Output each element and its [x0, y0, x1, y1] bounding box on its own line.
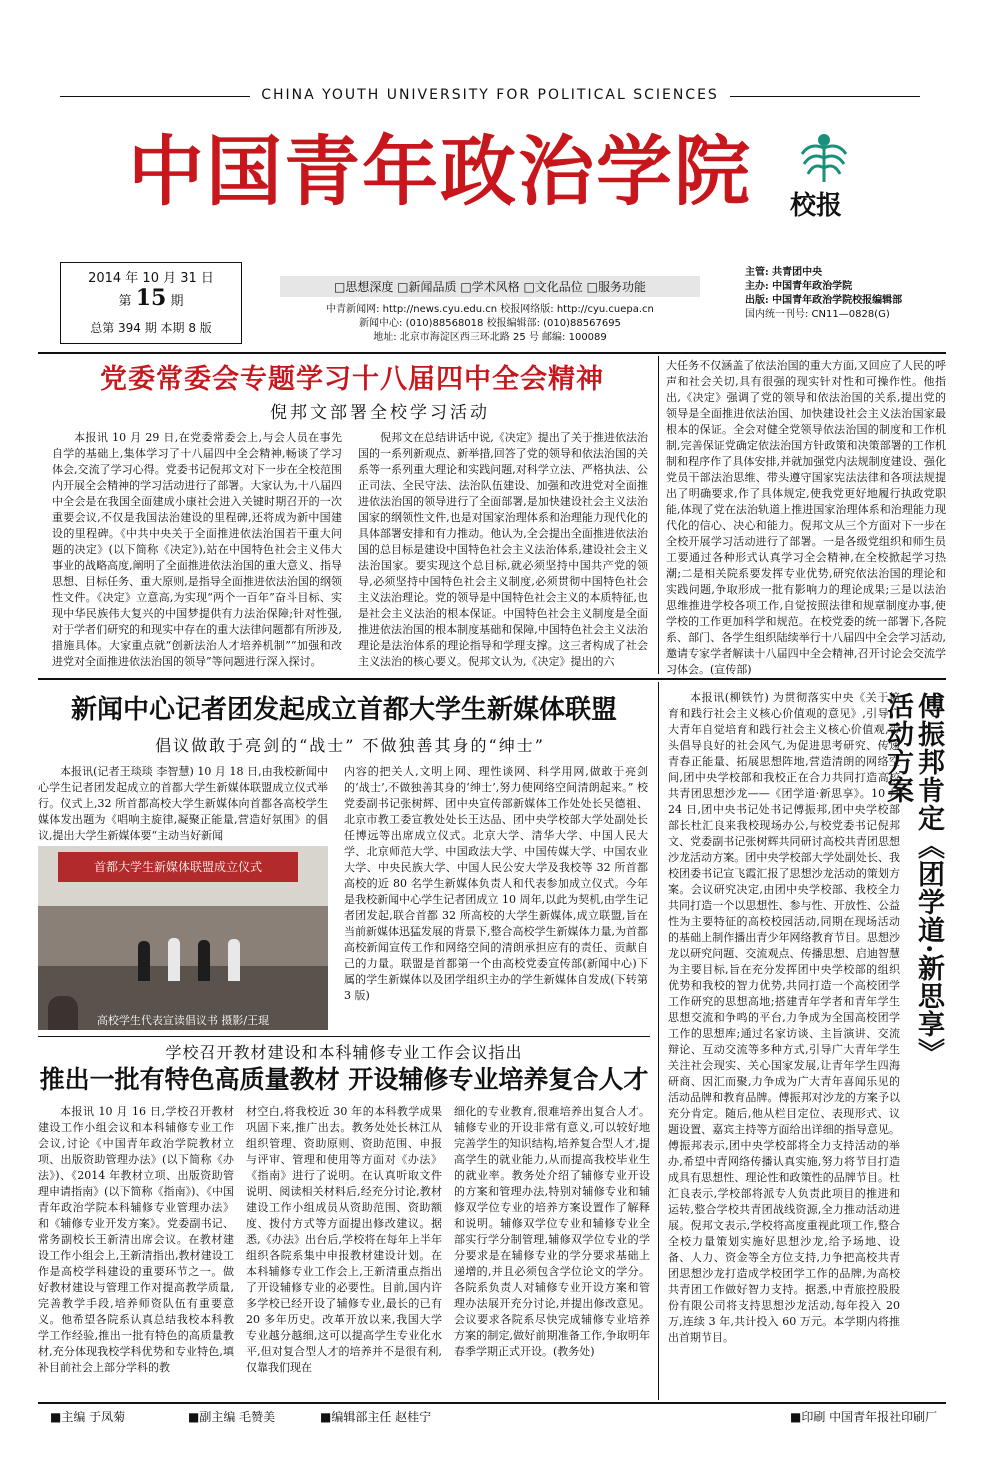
sponsor-box — [745, 266, 925, 322]
article1-divider — [658, 356, 659, 674]
footer-printer: ■印刷 中国青年报社印刷厂 — [790, 1410, 938, 1424]
newspaper-title: 中国青年政治学院 — [128, 127, 752, 216]
article2-text-1: 本报讯(记者王琰琰 李智慧) 10 月 18 日,由我校新闻中心学生记者团发起成立的首都大学生新媒体联盟成立仪式举行。仪式上,32 所首都高校大学生新媒体向首都各高校学生媒体发出题为《唱响主旋律,凝聚正能量,营造好氛围》的倡议,提出大学生新媒体要“主动当好新闻 — [38, 765, 328, 842]
article4-headline: 傅振邦肯定《团学道·新思享》活动方案 — [882, 692, 944, 1067]
footer-rule — [38, 1402, 946, 1404]
article1-bottom-rule — [38, 678, 946, 680]
issue-number: 15 — [135, 285, 167, 311]
article2-text-2: 内容的把关人,文明上网、理性谈网、科学用网,做敢于亮剑的‘战士’,不做独善其身的‘绅士’,努力使网络空间清朗起来。” 校党委副书记张树辉、团中央宣传部新媒体工作处处长吴德祖、北京市教工委宣教处处长王达品、团中央学校部大学处副处长任博远等出席成立仪式。北京大学、清华大学、中国人民大学、北京师范大学、中国政法大学、中国传媒大学、中国农业大学、中央民族大学、中国人民公安大学及我校等 32 所首都高校的近 80 名学生新媒体负责人和代表参加成立仪式。今年是我校新闻中心学生记者团成立 10 周年,以此为契机,由学生记者团发起,联合首都 32 所高校的大学生新媒体,成立联盟,旨在当前新媒体迅猛发展的背景下,整合高校学生新媒体力量,为首都高校新闻宣传工作和网络空间的清朗承担应有的责任、贡献自己的力量。联盟是首都第一个由高校党委宣传部(新闻中心)下属的学生新媒体以及团学组织主办的学生新媒体自发成(下转第 3 版) — [344, 765, 648, 1002]
article4-text: 本报讯(柳铁竹) 为贯彻落实中央《关于培育和践行社会主义核心价值观的意见》,引导广大青年自觉培育和践行社会主义核心价值观,带头倡导良好的社会风气,为促进思考研究、传递青春正能量、拓展思想阵地,营造清朗的网络空间,团中央学校部和我校正在合力共同打造高校共青团思想沙龙——《团学道·新思享》。10 月 24 日,团中央书记处书记傅振邦,团中央学校部部长杜汇良来我校现场办公,与校党委书记倪邦文、党委副书记张树辉共同研讨高校共青团思想沙龙活动方案。团中央学校部大学处副处长、我校团委书记宣飞霞汇报了思想沙龙活动的策划方案。会议研究决定,由团中央学校部、我校全力共同打造一个以思想性、参与性、开放性、公益性为主要特征的高校校园活动,同期在现场活动的基础上制作播出青少年网络教育节目。思想沙龙以研究问题、交流观点、传播思想、启迪智慧为主要目标,旨在充分发挥团中央学校部的组织优势和我校的智力优势,共同打造一个高校团学工作研究的思想高地;搭建青年学者和青年学生思想交流和争鸣的平台,力争成为全国高校团学工作的思想库;通过名家访谈、主旨演讲、交流辩论、互动交流等多种方式,引导广大青年学生关注社会现实、关心国家发展,让青年学生四海研商、因汇而聚,力争成为广大青年喜闻乐见的活动品牌和教育品牌。傅振邦对沙龙的方案予以充分肯定。随后,他从栏目定位、表现形式、议题设置、嘉宾主持等方面给出详细的指导意见。傅振邦表示,团中央学校部将全力支持活动的举办,希望中青网络传播认真实施,努力将节目打造成具有思想性、理论性和政策性的品牌节目。杜汇良表示,学校部将派专人负责此项目的推进和运转,整合学校共青团战线资源,全力推动活动进展。倪邦文表示,学校将高度重视此项工作,整合全校力量策划实施好思想沙龙,给予场地、设备、人力、资金等全方位支持,力争把高校共青团思想沙龙打造成学校团学工作的品牌,为高校共青团工作做好智力支持。据悉,中青旅控股股份有限公司将支持思想沙龙活动,每年投入 20 万,连续 3 年,共计投入 60 万元。本学期内将推出首期节目。 — [668, 691, 900, 1344]
issue-total: 总第 394 期 本期 8 版 — [90, 321, 212, 335]
article4-column-top — [668, 690, 900, 1344]
masthead-english-name: CHINA YOUTH UNIVERSITY FOR POLITICAL SCIENCES — [261, 87, 719, 103]
article2-bottom-rule — [38, 1036, 650, 1037]
article2-headline: 新闻中心记者团发起成立首都大学生新媒体联盟 — [70, 695, 617, 725]
article3-kicker: 学校召开教材建设和本科辅修专业工作会议指出 — [165, 1043, 523, 1062]
article3-column-1 — [38, 1104, 234, 1398]
article3-text-2: 材空白,将我校近 30 年的本科教学成果巩固下来,推广出去。教务处处长林江从组织管理、资助原则、资助范围、申报与评审、管理和使用等方面对《办法》《指南》进行了说明。在认真听取文件说明、阅读相关材料后,经充分讨论,教材建设工作小组成员从资助范围、资助额度、拨付方式等方面提出修改建议。据悉,《办法》出台后,学校将在每年上半年组织各院系集中申报教材建设计划。在本科辅修专业工作会上,王新清重点指出了开设辅修专业的必要性。目前,国内许多学校已经开设了辅修专业,最长的已有 20 多年历史。改革开放以来,我国大学专业越分越细,这可以提高学生专业化水平,但对复合型人才的培养并不是很有利,仅靠我们现在 — [246, 1105, 442, 1374]
article2-column-2 — [344, 764, 648, 1030]
article3-text-3: 细化的专业教育,很难培养出复合人才。辅修专业的开设非常有意义,可以较好地完善学生的知识结构,培养复合型人才,提高学生的就业能力,从而提高我校毕业生的就业率。教务处介绍了辅修专业开设的方案和管理办法,特别对辅修专业和辅修双学位专业的培养方案设置作了解释和说明。辅修双学位专业和辅修专业全部实行学分制管理,辅修双学位专业的学分要求是在辅修专业的学分要求基础上递增的,并且必须包含学位论文的学分。各院系负责人对辅修专业开设方案和管理办法展开充分讨论,并提出修改意见。会议要求各院系尽快完成辅修专业培养方案的制定,做好前期准备工作,争取明年春季学期正式开设。(教务处) — [454, 1105, 650, 1358]
university-emblem-icon — [796, 128, 852, 186]
article1-column-1 — [52, 430, 342, 670]
photo-banner: 首都大学生新媒体联盟成立仪式 — [58, 852, 298, 882]
article3-column-3 — [454, 1104, 650, 1398]
issue-prefix: 第 — [118, 294, 132, 309]
sponsor-supervisor: 主管: 共青团中央 — [745, 267, 823, 278]
article1-text-2: 倪邦文在总结讲话中说,《决定》提出了关于推进依法治国的一系列新观点、新举措,回答了党的领导和依法治国的关系等一系列重大理论和实践问题,对科学立法、严格执法、公正司法、全民守法、法治队伍建设、加强和改进党对全面推进依法治国的领导进行了全面部署,是加快建设社会主义法治国家的纲领性文件,也是对国家治理体系和治理能力现代化的具体部署安排和有力推动。他认为,全会提出全面推进依法治国的总目标是建设中国特色社会主义法治体系,建设社会主义法治国家。要实现这个总目标,就必须坚持中国共产党的领导,必须坚持中国特色社会主义制度,必须贯彻中国特色社会主义法治理论。党的领导是中国特色社会主义的本质特征,也是社会主义法治的根本保证。中国特色社会主义制度是全面推进依法治国的根本制度基础和保障,中国特色社会主义法治理论是法治体系的理论指导和学理支撑。这三者构成了社会主义法治的核心要义。倪邦文认为,《决定》提出的六 — [358, 431, 648, 668]
sponsor-organizer: 主办: 中国青年政治学院 — [745, 281, 853, 292]
issue-box — [60, 262, 242, 344]
article4-divider — [658, 682, 659, 1400]
issue-suffix: 期 — [170, 294, 184, 309]
article1-text-3: 大任务不仅涵盖了依法治国的重大方面,又回应了人民的呼声和社会关切,具有很强的现实针对性和可操作性。他指出,《决定》强调了党的领导和依法治国的关系,提出党的领导是全面推进依法治国、加快建设社会主义法治国家最根本的保证。全会对健全党领导依法治国的制度和工作机制,完善保证党确定依法治国方针政策和决策部署的工作机制和程序作了具体安排,并就加强党内法规制度建设、强化党员干部法治思维、带头遵守国家宪法法律和各项法规提出了明确要求,作了具体规定,使我党更好地履行执政党职能,体现了党在法治轨道上推进国家治理体系和治理能力现代化的信心、决心和能力。倪邦文从三个方面对下一步在全校开展学习活动进行了部署。一是各级党组织和师生员工要通过各种形式认真学习全会精神,在全校掀起学习热潮;二是相关院系要发挥专业优势,研究依法治国的理论和实践问题,争取形成一批有影响力的理论成果;三是以法治思维推进学校各项工作,自觉按照法律和规章制度办事,使学校的工作更加科学和规范。在校党委的统一部署下,各院系、部门、各学生组织陆续举行十八届四中全会学习活动,邀请专家学者解读十八届四中全会精神,召开讨论会交流学习体会。(宣传部) — [666, 359, 946, 676]
photo-caption: 高校学生代表宣读倡议书 摄影/王琨 — [96, 1014, 270, 1027]
web-info: 中青新闻网: http://news.cyu.edu.cn 校报网络版: http://cyu.cuepa.cn — [326, 304, 654, 315]
sponsor-publisher: 出版: 中国青年政治学院校报编辑部 — [745, 295, 903, 306]
article3-text-1: 本报讯 10 月 16 日,学校召开教材建设工作小组会议和本科辅修专业工作会议,讨论《中国青年政治学院教材立项、出版资助管理办法》(以下简称《办法》)、《2014 年教材立项、出版资助管理申请指南》(以下简称《指南》)、《中国青年政治学院本科辅修专业管理办法》和《辅修专业开发方案》。党委副书记、常务副校长王新清出席会议。在教材建设工作小组会上,王新清指出,教材建设工作是高校学科建设的重要环节之一。做好教材建设与管理工作对提高教学质量,完善教学手段,培养师资队伍有重要意义。他希望各院系认真总结我校本科教学工作经验,推出一批有特色的高质量教材,充分体现我校学科优势和专业特色,填补目前社会上部分学科的教 — [38, 1105, 234, 1374]
article1-column-3 — [666, 358, 946, 676]
issue-number-line — [61, 285, 241, 311]
footer-editor-in-chief: ■主编 于凤菊 — [50, 1410, 126, 1424]
masthead-rule-left — [60, 96, 250, 97]
issue-date: 2014 年 10 月 31 日 — [88, 271, 214, 286]
address-info: 地址: 北京市海淀区西三环北路 25 号 邮编: 100089 — [373, 332, 607, 343]
topic-tags: □思想深度 □新闻品质 □学术风格 □文化品位 □服务功能 — [280, 276, 700, 297]
article3-column-2 — [246, 1104, 442, 1398]
phone-info: 新闻中心: (010)88568018 校报编辑部: (010)88567695 — [359, 318, 621, 329]
footer-editing-director: ■编辑部主任 赵桂宁 — [320, 1410, 432, 1424]
article1-text-1: 本报讯 10 月 29 日,在党委常委会上,与会人员在事先自学的基础上,集体学习了十八届四中全会精神,畅谈了学习体会,交流了学习心得。党委书记倪邦文对下一步在全校范围内开展全会精神的学习活动进行了部署。大家认为,十八届四中全会是在我国全面建成小康社会进入关键时期召开的一次重要会议,不仅是我国法治建设的里程碑,还将成为新中国建设的里程碑。《中共中央关于全面推进依法治国若干重大问题的决定》(以下简称《决定》),站在中国特色社会主义伟大事业的战略高度,阐明了全面推进依法治国的重大意义、指导思想、目标任务、重大原则,是指导全面推进依法治国的纲领性文件。《决定》立意高,为实现“两个一百年”奋斗目标、实现中华民族伟大复兴的中国梦提供有力法治保障;针对性强,对于学者们研究的和现实中存在的重大法律问题都有所涉及,措施具体。大家重点就“创新法治人才培养机制”“加强和改进党对全面推进依法治国的领导”等问题进行深入探讨。 — [52, 431, 342, 668]
footer-deputy-editor: ■副主编 毛赞美 — [188, 1410, 276, 1424]
article4-column-bottom — [668, 1040, 946, 1398]
article1-subhead: 倪邦文部署全校学习活动 — [270, 403, 490, 423]
event-photo — [38, 846, 328, 1030]
article1-headline: 党委常委会专题学习十八届四中全会精神 — [100, 364, 604, 395]
article2-column-1 — [38, 764, 328, 842]
article3-headline: 推出一批有特色高质量教材 开设辅修专业培养复合人才 — [39, 1065, 649, 1094]
article1-column-2 — [358, 430, 648, 670]
masthead-rule-right — [730, 96, 920, 97]
article2-subhead: 倡议做敢于亮剑的“战士” 不做独善其身的“绅士” — [155, 736, 545, 755]
masthead-bottom-rule — [38, 352, 946, 354]
sponsor-issn: 国内统一刊号: CN11—0828(G) — [745, 309, 890, 320]
paper-label: 校报 — [790, 191, 843, 221]
